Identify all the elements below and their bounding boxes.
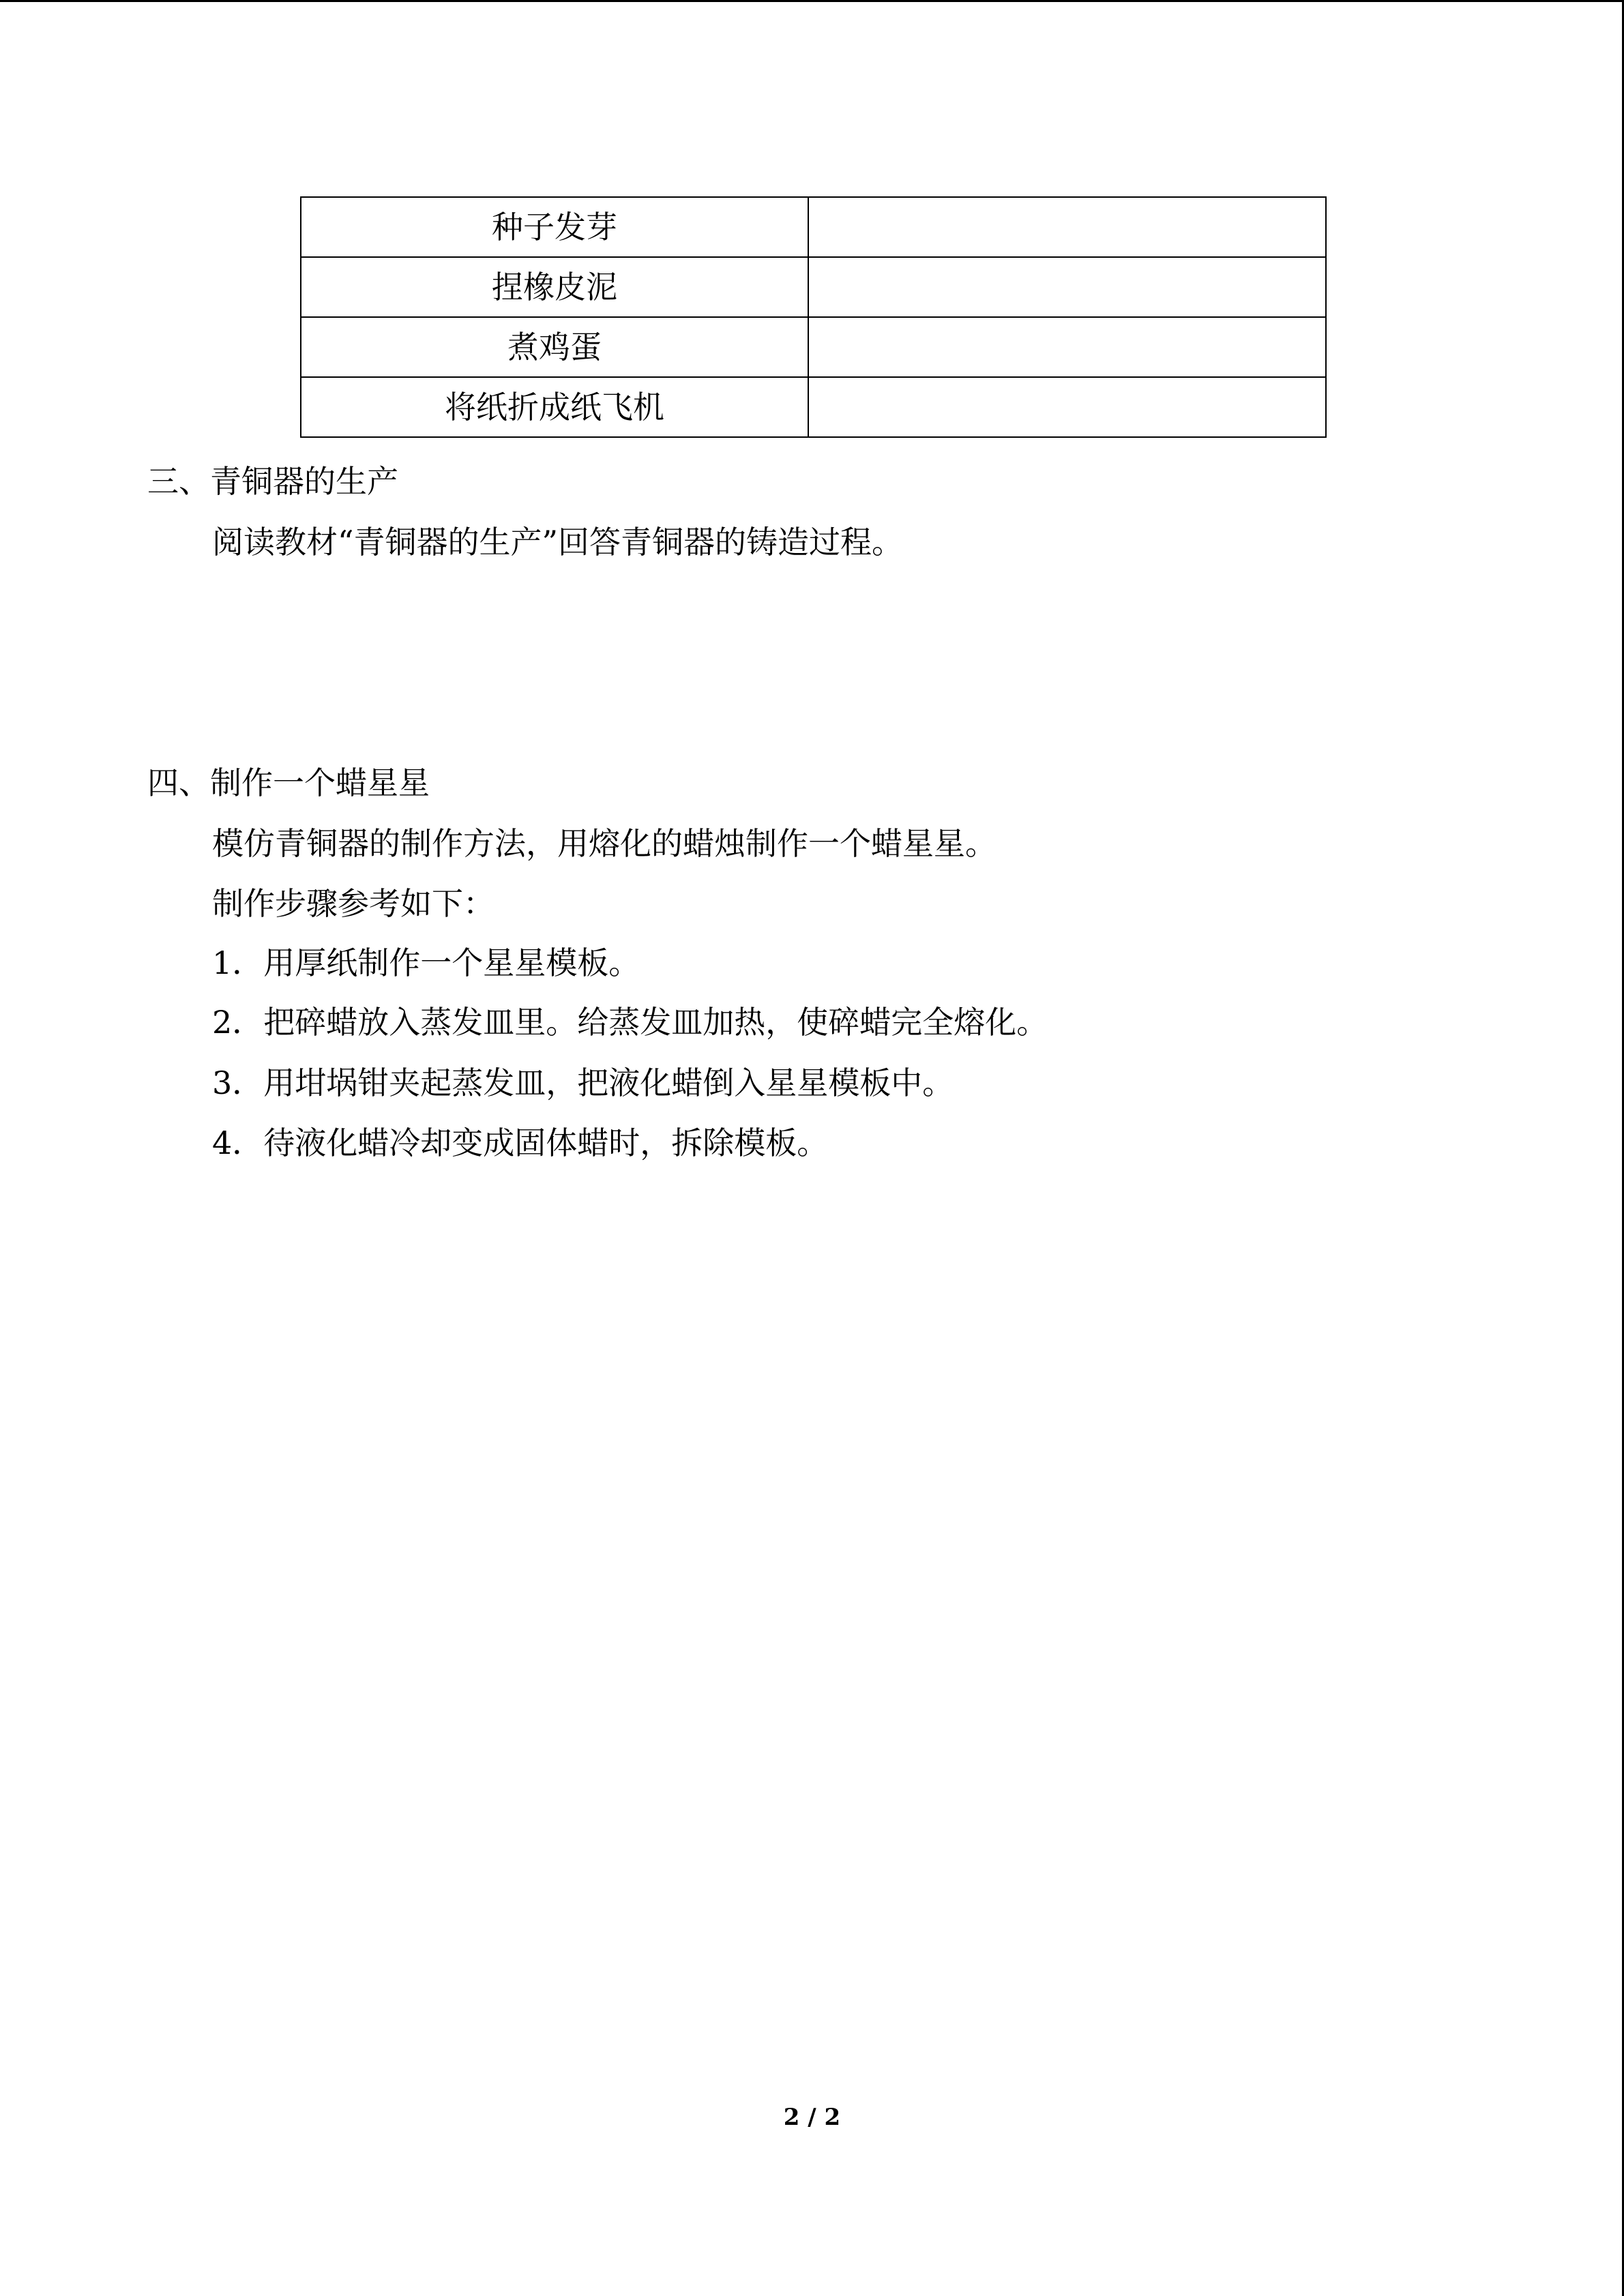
table-row — [301, 317, 1326, 377]
section-three-heading: 三、青铜器的生产 — [147, 463, 398, 500]
step-item: 1．用厚纸制作一个星星模板。 — [212, 944, 640, 981]
table-row — [301, 377, 1326, 437]
table-answer-cell[interactable] — [808, 377, 1326, 437]
table-label-cell: 煮鸡蛋 — [301, 317, 808, 377]
step-item: 4．待液化蜡冷却变成固体蜡时，拆除模板。 — [212, 1124, 829, 1161]
section-four-intro: 模仿青铜器的制作方法，用熔化的蜡烛制作一个蜡星星。 — [212, 825, 996, 862]
table-row — [301, 197, 1326, 257]
table-answer-cell[interactable] — [808, 197, 1326, 257]
step-item: 2．把碎蜡放入蒸发皿里。给蒸发皿加热，使碎蜡完全熔化。 — [212, 1004, 1048, 1041]
page-top-border — [0, 0, 1624, 2]
table-answer-cell[interactable] — [808, 257, 1326, 317]
table-label-cell: 捏橡皮泥 — [301, 257, 808, 317]
table-label-cell: 将纸折成纸飞机 — [301, 377, 808, 437]
section-four-heading: 四、制作一个蜡星星 — [147, 764, 430, 801]
table-row — [301, 257, 1326, 317]
steps-title: 制作步骤参考如下： — [212, 885, 494, 922]
classification-table — [300, 196, 1327, 438]
table-label-cell: 种子发芽 — [301, 197, 808, 257]
step-item: 3．用坩埚钳夹起蒸发皿，把液化蜡倒入星星模板中。 — [212, 1064, 954, 1101]
section-three-prompt: 阅读教材“青铜器的生产”回答青铜器的铸造过程。 — [212, 524, 904, 561]
table-answer-cell[interactable] — [808, 317, 1326, 377]
page-number: 2 / 2 — [783, 2104, 841, 2131]
